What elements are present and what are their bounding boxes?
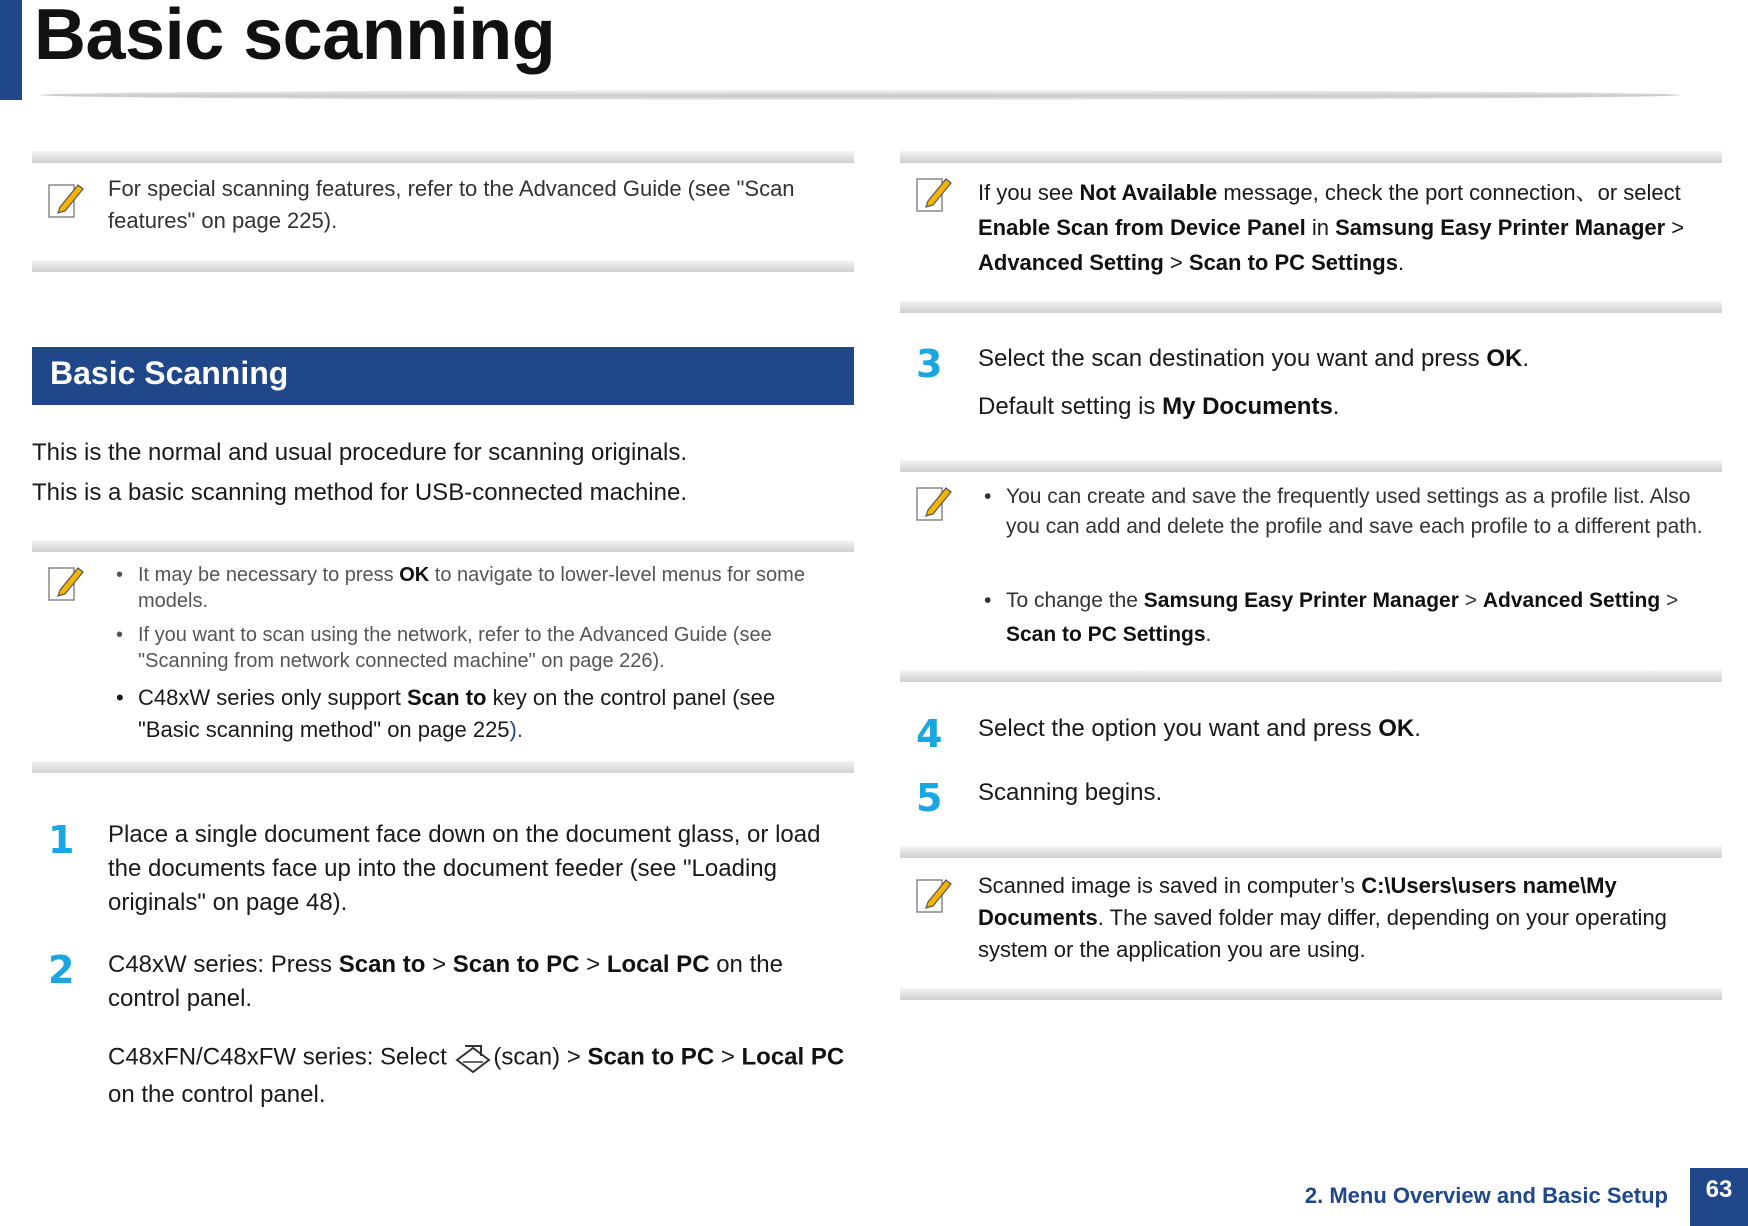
step-text-5: Scanning begins.: [978, 779, 1163, 806]
note-bullet-3: • C48xW series only support Scan to key on the control panel (see "Basic scanning method" on page 225).: [116, 685, 776, 742]
page-title: Basic scanning: [34, 0, 556, 75]
note-not-available: [900, 151, 1722, 313]
note-bullet-1: • It may be necessary to press OK to navigate to lower-level menus for some models.: [116, 564, 805, 612]
note-text: Scanned image is saved in computer’s C:\Users\users name\My Documents. The saved folder may differ, depending on your operating system or the application you are using.: [978, 873, 1667, 962]
note-pencil-icon: [46, 562, 86, 604]
note-pencil-icon: [914, 482, 954, 524]
intro-paragraph-2: This is a basic scanning method for USB-connected machine.: [32, 479, 687, 506]
note-profile: [900, 460, 1722, 682]
title-rule: [40, 90, 1680, 100]
intro-paragraph-1: This is the normal and usual procedure for scanning originals.: [32, 439, 688, 466]
step-text-2b: C48xFN/C48xFW series: Select (scan) > Scan to PC > Local PC on the control panel.: [108, 1038, 848, 1112]
note-pencil-icon: [46, 179, 86, 221]
note-bottom-bar: [900, 301, 1722, 313]
note-tips: [32, 540, 854, 773]
note-scan-features: [32, 151, 854, 272]
note-bullet-2: • If you want to scan using the network, refer to the Advanced Guide (see "Scanning from network connected machine" on page 226).: [116, 624, 772, 672]
note-text: For special scanning features, refer to the Advanced Guide (see "Scan features" on page 225).: [108, 176, 795, 233]
step-text-3: Select the scan destination you want and press OK.: [978, 345, 1529, 372]
step-number-3: 3: [916, 342, 943, 386]
note-top-bar: [900, 460, 1722, 472]
step-text-1: Place a single document face down on the document glass, or load the documents face up into the document feeder (see "Loading originals" on page 48).: [108, 821, 821, 916]
scan-icon: [453, 1038, 493, 1078]
note-bottom-bar: [32, 761, 854, 773]
note-bottom-bar: [900, 670, 1722, 682]
note-saved-folder: [900, 846, 1722, 1000]
step-number-1: 1: [48, 818, 75, 862]
note-top-bar: [900, 151, 1722, 163]
note-bottom-bar: [900, 988, 1722, 1000]
note-top-bar: [900, 846, 1722, 858]
step-text-2: C48xW series: Press Scan to > Scan to PC > Local PC on the control panel.: [108, 951, 783, 1012]
section-header: [32, 347, 854, 405]
step-number-5: 5: [916, 776, 943, 820]
page-number: 63: [1690, 1168, 1748, 1226]
note-pencil-icon: [914, 874, 954, 916]
note-top-bar: [32, 151, 854, 163]
note-bottom-bar: [32, 260, 854, 272]
step-default-setting: Default setting is My Documents.: [978, 393, 1340, 420]
step-number-4: 4: [916, 712, 943, 756]
note-text: If you see Not Available message, check the port connection、or select Enable Scan from Device Panel in Samsung Easy Printer Manager > Advanced Setting > Scan to PC Settings.: [978, 180, 1685, 275]
note-bullet-2: • To change the Samsung Easy Printer Manager > Advanced Setting > Scan to PC Settings.: [984, 589, 1679, 646]
step-number-2: 2: [48, 948, 75, 992]
note-top-bar: [32, 540, 854, 552]
footer-section-label: 2. Menu Overview and Basic Setup: [1304, 1183, 1668, 1208]
note-pencil-icon: [914, 173, 954, 215]
step-text-4: Select the option you want and press OK.: [978, 715, 1421, 742]
section-title: Basic Scanning: [50, 355, 289, 391]
title-accent-bar: [0, 0, 22, 100]
note-bullet-1: • You can create and save the frequently used settings as a profile list. Also you can add and delete the profile and save each profile to a different path.: [984, 485, 1703, 538]
